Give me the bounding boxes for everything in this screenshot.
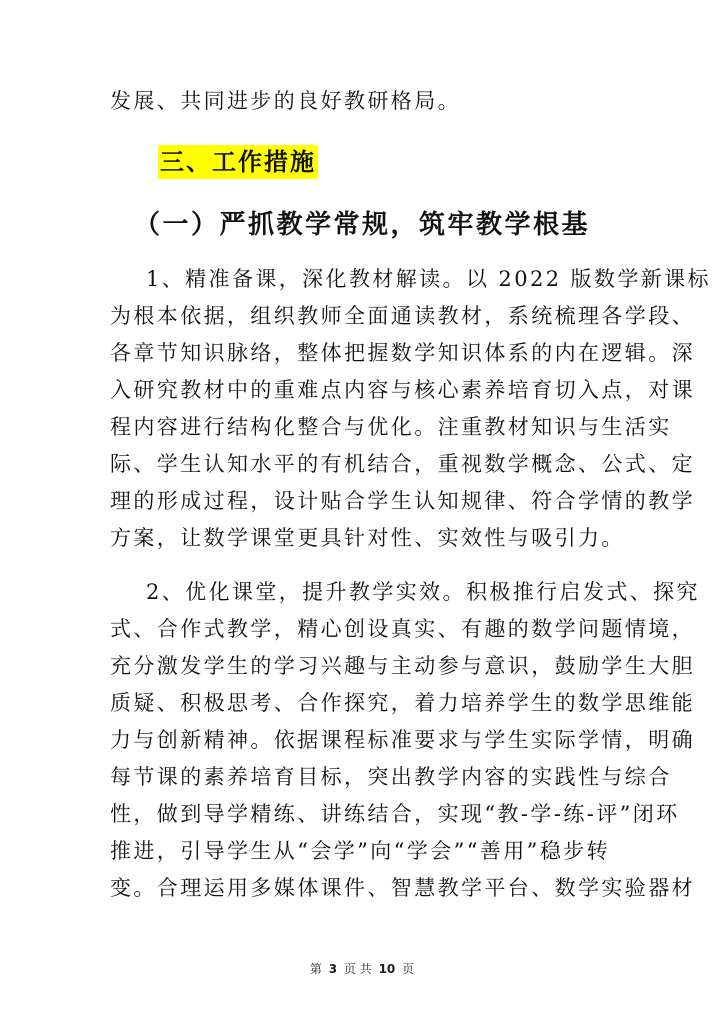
paragraph-line: 每节课的素养培育目标，突出教学内容的实践性与综合 [110, 765, 672, 789]
paragraph-line: 际、学生认知水平的有机结合，重视数学概念、公式、定 [110, 452, 695, 476]
paragraph-line: 推进，引导学生从“会学”向“学会”“善用”稳步转 [110, 839, 611, 863]
paragraph-line: 力与创新精神。依据课程标准要求与学生实际学情，明确 [110, 728, 695, 752]
footer-middle: 页 共 [343, 962, 372, 976]
paragraph-line: 发展、共同进步的良好教研格局。 [110, 89, 461, 113]
paragraph-line: 入研究教材中的重难点内容与核心素养培育切入点，对课 [110, 378, 695, 402]
paragraph-line: 性，做到导学精练、讲练结合，实现“教-学-练-评”闭环 [110, 802, 680, 826]
paragraph-line: 方案，让数学课堂更具针对性、实效性与吸引力。 [110, 526, 625, 550]
paragraph-line: 理的形成过程，设计贴合学生认知规律、符合学情的教学 [110, 489, 695, 513]
current-page-number: 3 [328, 962, 338, 976]
footer-suffix: 页 [402, 962, 415, 976]
page-footer [0, 961, 724, 977]
paragraph-line: 2、优化课堂，提升教学实效。积极推行启发式、探究 [146, 580, 700, 604]
total-pages-number: 10 [378, 962, 396, 976]
footer-prefix: 第 [309, 962, 322, 976]
sub-heading: （一）严抓教学常规，筑牢教学根基 [133, 210, 590, 240]
paragraph-line: 充分激发学生的学习兴趣与主动参与意识，鼓励学生大胆 [110, 654, 695, 678]
paragraph-line: 为根本依据，组织教师全面通读教材，系统梳理各学段、 [110, 304, 695, 328]
paragraph-line: 程内容进行结构化整合与优化。注重教材知识与生活实 [110, 415, 672, 439]
paragraph-line: 各章节知识脉络，整体把握数学知识体系的内在逻辑。深 [110, 341, 695, 365]
paragraph-line: 变。合理运用多媒体课件、智慧教学平台、数学实验器材 [110, 876, 695, 900]
paragraph-line: 质疑、积极思考、合作探究，着力培养学生的数学思维能 [110, 691, 695, 715]
paragraph-line: 1、精准备课，深化教材解读。以 2022 版数学新课标 [146, 267, 711, 291]
paragraph-line: 式、合作式教学，精心创设真实、有趣的数学问题情境， [110, 617, 695, 641]
section-heading: 三、工作措施 [158, 145, 318, 179]
